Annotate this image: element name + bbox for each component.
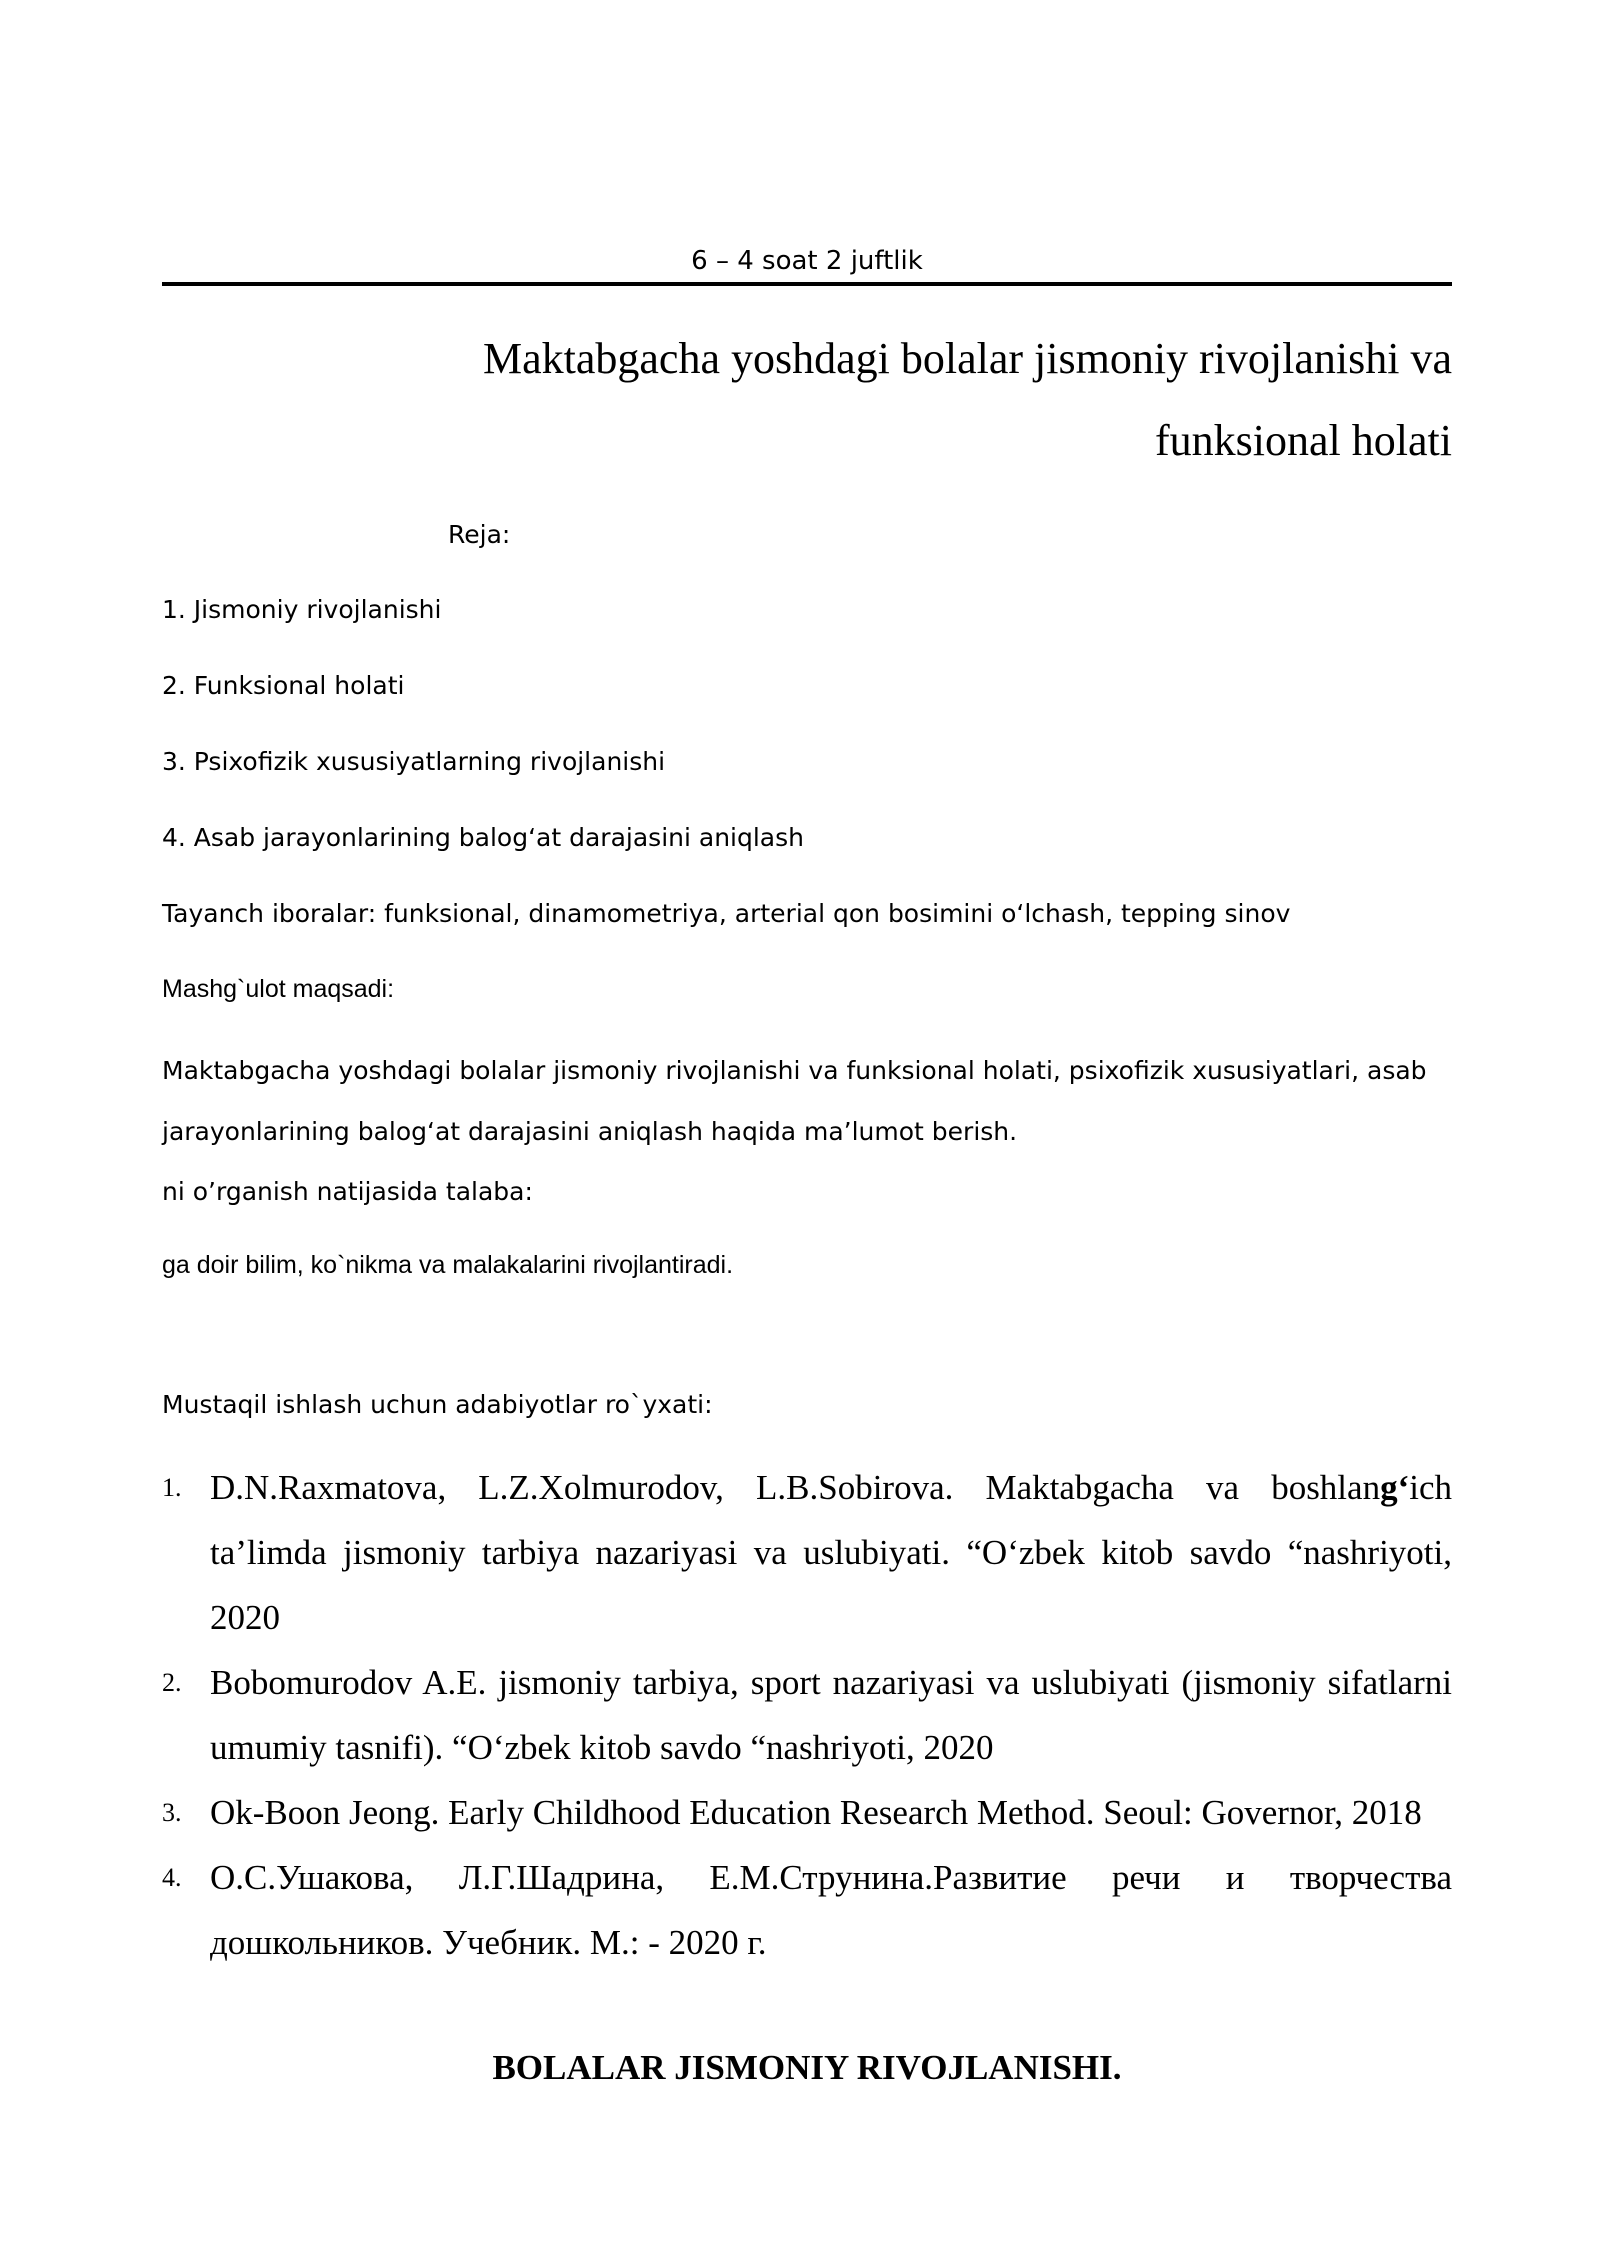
literature-item-1	[162, 1455, 1452, 1650]
plan-item-2: 2. Funksional holati	[162, 671, 405, 700]
literature-item-3	[162, 1780, 1452, 1845]
literature-item-number: 3.	[162, 1798, 182, 1827]
literature-item-number: 4.	[162, 1863, 182, 1892]
goal-text-line-2: jarayonlarining balog‘at darajasini aniqlash haqida ma’lumot berish.	[162, 1117, 1018, 1146]
goal-text-line-1: Maktabgacha yoshdagi bolalar jismoniy rivojlanishi va funksional holati, psixofizik xususiyatlari, asab	[162, 1056, 1427, 1085]
plan-item-3: 3. Psixofizik xususiyatlarning rivojlanishi	[162, 747, 666, 776]
skills-text: ga doir bilim, ko`nikma va malakalarini rivojlantiradi.	[162, 1251, 734, 1279]
literature-item-4	[162, 1845, 1452, 1975]
literature-label: Mustaqil ishlash uchun adabiyotlar ro`yxati:	[162, 1390, 713, 1419]
literature-item-4-line-2: дошкольников. Учебник. М.: - 2020 г.	[210, 1923, 767, 1962]
plan-item-4: 4. Asab jarayonlarining balog‘at darajasini aniqlash	[162, 823, 804, 852]
key-phrases: Tayanch iboralar: funksional, dinamometriya, arterial qon bosimini o‘lchash, tepping sinov	[162, 899, 1291, 928]
literature-item-number: 1.	[162, 1473, 182, 1502]
document-page	[162, 0, 1452, 2262]
literature-item-number: 2.	[162, 1668, 182, 1697]
page-header: 6 – 4 soat 2 juftlik	[691, 246, 923, 276]
literature-item-text	[210, 1845, 1452, 1975]
section-heading: BOLALAR JISMONIY RIVOJLANISHI.	[492, 2048, 1122, 2087]
literature-item-text: D.N.Raxmatova, L.Z.Xolmurodov, L.B.Sobirova. Maktabgacha va boshlang‘ich ta’limda jismoniy tarbiya nazariyasi va uslubiyati. “O‘zbek kitob savdo “nashriyoti, 2020	[210, 1468, 1452, 1637]
literature-item-2	[162, 1650, 1452, 1780]
title-line-2: funksional holati	[1155, 416, 1452, 465]
document-title	[162, 318, 1452, 482]
plan-label: Reja:	[448, 520, 511, 549]
learning-outcome: ni o’rganish natijasida talaba:	[162, 1177, 533, 1206]
header-rule	[162, 282, 1452, 286]
plan-item-1: 1. Jismoniy rivojlanishi	[162, 595, 442, 624]
literature-list	[162, 1455, 1452, 1975]
literature-item-4-line-1: О.С.Ушакова, Л.Г.Шадрина, Е.М.Струнина.Развитие речи и творчества	[210, 1858, 1452, 1897]
goal-text	[162, 1040, 1452, 1162]
title-line-1: Maktabgacha yoshdagi bolalar jismoniy rivojlanishi va	[482, 334, 1452, 383]
goal-label: Mashg`ulot maqsadi:	[162, 975, 395, 1003]
literature-item-text: Bobomurodov A.E. jismoniy tarbiya, sport nazariyasi va uslubiyati (jismoniy sifatlarni umumiy tasnifi). “O‘zbek kitob savdo “nashriyoti, 2020	[210, 1663, 1452, 1767]
literature-item-text: Ok-Boon Jeong. Early Childhood Education Research Method. Seoul: Governor, 2018	[210, 1793, 1422, 1832]
